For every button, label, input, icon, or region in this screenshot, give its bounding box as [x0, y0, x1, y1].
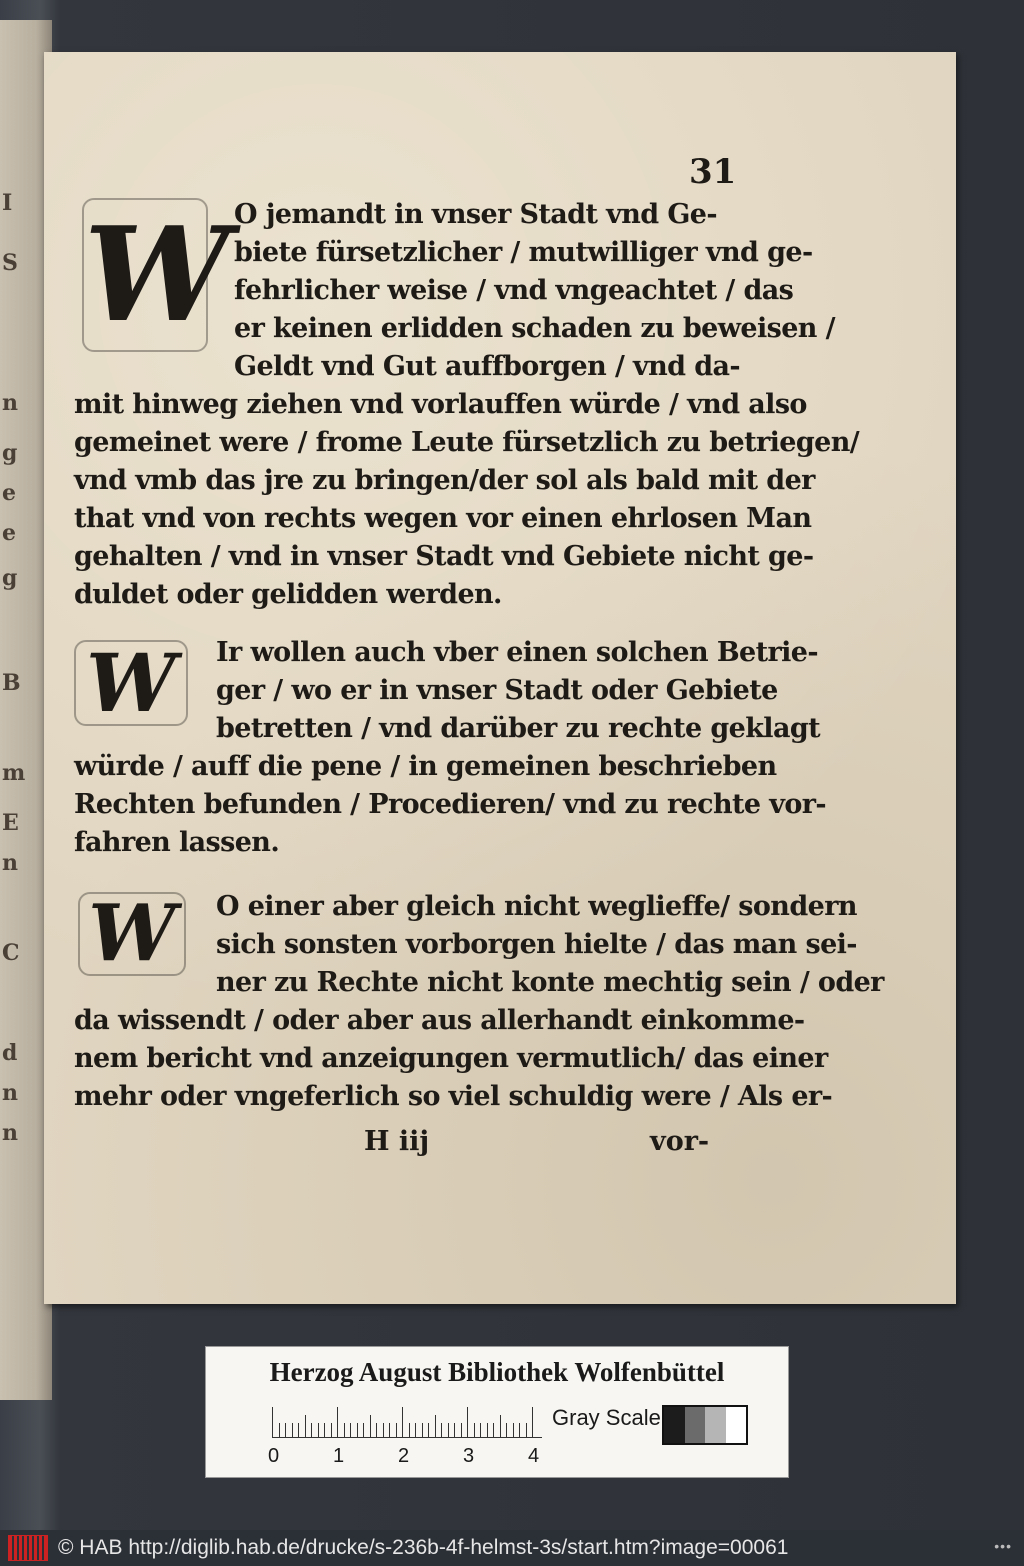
ruler-tick — [383, 1423, 384, 1437]
ruler-tick — [402, 1407, 403, 1437]
ruler-tick — [285, 1423, 286, 1437]
ruler-number: 3 — [463, 1445, 475, 1467]
text-line: da wissendt / oder aber aus allerhandt einkomme- — [74, 1005, 805, 1036]
gray-scale-label: Gray Scale — [552, 1405, 661, 1430]
ruler-tick — [513, 1423, 514, 1437]
ruler-tick — [337, 1407, 338, 1437]
ruler-tick — [519, 1423, 520, 1437]
more-options-icon[interactable]: ••• — [994, 1538, 1012, 1554]
ruler-tick — [363, 1423, 364, 1437]
edge-glyph: e — [2, 520, 15, 546]
paragraph-1 — [74, 196, 860, 614]
ruler-tick — [428, 1423, 429, 1437]
measurement-ruler — [272, 1407, 542, 1438]
ruler-number: 1 — [333, 1445, 345, 1467]
text-line: fehrlicher weise / vnd vngeachtet / das — [234, 275, 794, 306]
ruler-tick — [396, 1423, 397, 1437]
text-line: vnd vmb das jre zu bringen/der sol als bald mit der — [74, 465, 815, 496]
ruler-number: 0 — [268, 1445, 280, 1467]
ruler-tick — [480, 1423, 481, 1437]
decorated-initial: W — [84, 198, 230, 351]
edge-glyph: g — [2, 565, 17, 591]
text-line: ger / wo er in vnser Stadt oder Gebiete — [216, 675, 778, 706]
ruler-tick — [526, 1423, 527, 1437]
text-line: O einer aber gleich nicht weglieffe/ sondern — [216, 891, 857, 922]
text-line: that vnd von rechts wegen vor einen ehrlosen Man — [74, 503, 812, 534]
library-name: Herzog August Bibliothek Wolfenbüttel — [269, 1357, 725, 1387]
ruler-tick — [493, 1423, 494, 1437]
ruler-tick — [487, 1423, 488, 1437]
page-number: 31 — [689, 152, 737, 192]
ruler-tick — [272, 1407, 273, 1437]
ruler-tick — [448, 1423, 449, 1437]
text-line: Rechten befunden / Procedieren/ vnd zu rechte vor- — [74, 789, 827, 820]
gray-scale-swatches — [662, 1405, 748, 1445]
edge-glyph: n — [2, 390, 17, 416]
ruler-tick — [422, 1423, 423, 1437]
text-line: betretten / vnd darüber zu rechte geklagt — [216, 713, 821, 744]
ruler-tick — [370, 1415, 371, 1437]
text-line: gemeinet were / frome Leute fürsetzlich zu betriegen/ — [74, 427, 860, 458]
signature-mark: H iij — [364, 1126, 430, 1157]
ruler-tick — [441, 1423, 442, 1437]
edge-glyph: B — [2, 670, 20, 696]
text-line: Ir wollen auch vber einen solchen Betrie- — [216, 637, 818, 668]
ruler-tick — [532, 1407, 533, 1437]
edge-glyph: I — [2, 190, 12, 216]
edge-glyph: C — [2, 940, 19, 966]
paragraph-3 — [74, 888, 884, 1116]
ruler-tick — [344, 1423, 345, 1437]
ruler-tick — [324, 1423, 325, 1437]
text-line: gehalten / vnd in vnser Stadt vnd Gebiete nicht ge- — [74, 541, 814, 572]
text-line: mehr oder vngeferlich so viel schuldig were / Als er- — [74, 1081, 833, 1112]
ruler-tick — [357, 1423, 358, 1437]
text-line: O jemandt in vnser Stadt vnd Ge- — [234, 199, 717, 230]
ruler-tick — [292, 1423, 293, 1437]
ruler-tick — [415, 1423, 416, 1437]
ruler-tick — [467, 1407, 468, 1437]
ruler-tick — [311, 1423, 312, 1437]
decorated-initial: W — [78, 892, 186, 976]
ruler-tick — [506, 1423, 507, 1437]
edge-glyph: n — [2, 1080, 17, 1106]
text-line: duldet oder gelidden werden. — [74, 579, 502, 610]
text-line: fahren lassen. — [74, 827, 280, 858]
color-reference-card — [205, 1346, 789, 1478]
ruler-tick — [389, 1423, 390, 1437]
ruler-tick — [474, 1423, 475, 1437]
edge-glyph: S — [2, 250, 17, 276]
text-line: ner zu Rechte nicht konte mechtig sein / oder — [216, 967, 884, 998]
ruler-tick — [279, 1423, 280, 1437]
edge-glyph: m — [2, 760, 25, 786]
paragraph-2 — [74, 634, 827, 862]
ruler-tick — [376, 1423, 377, 1437]
gray-swatch — [664, 1407, 685, 1443]
edge-glyph: d — [2, 1040, 17, 1066]
ruler-tick — [454, 1423, 455, 1437]
edge-glyph: n — [2, 1120, 17, 1146]
viewer-footer — [0, 1530, 1024, 1566]
edge-glyph: e — [2, 480, 15, 506]
catchword: vor- — [650, 1126, 710, 1157]
edge-glyph: n — [2, 850, 17, 876]
barcode-icon — [8, 1535, 48, 1561]
ruler-tick — [409, 1423, 410, 1437]
text-line: mit hinweg ziehen vnd vorlauffen würde / vnd also — [74, 389, 807, 420]
edge-glyph: g — [2, 440, 17, 466]
ruler-tick — [318, 1423, 319, 1437]
copyright-url[interactable]: © HAB http://diglib.hab.de/drucke/s-236b-4f-helmst-3s/start.htm?image=00061 — [58, 1536, 789, 1559]
text-line: sich sonsten vorborgen hielte / das man sei- — [216, 929, 857, 960]
gray-swatch — [685, 1407, 706, 1443]
edge-glyph: E — [2, 810, 18, 836]
text-line: er keinen erlidden schaden zu beweisen / — [234, 313, 835, 344]
text-line: biete fürsetzlicher / mutwilliger vnd ge- — [234, 237, 813, 268]
ruler-number: 4 — [528, 1445, 540, 1467]
gray-swatch — [726, 1407, 747, 1443]
text-line: Geldt vnd Gut auffborgen / vnd da- — [234, 351, 740, 382]
decorated-initial: W — [74, 640, 188, 726]
ruler-tick — [305, 1415, 306, 1437]
book-page — [44, 52, 956, 1304]
ruler-number: 2 — [398, 1445, 410, 1467]
ruler-tick — [350, 1423, 351, 1437]
text-line: nem bericht vnd anzeigungen vermutlich/ das einer — [74, 1043, 828, 1074]
page-footer-line — [44, 1126, 956, 1166]
ruler-tick — [461, 1423, 462, 1437]
text-line: würde / auff die pene / in gemeinen beschrieben — [74, 751, 777, 782]
gray-swatch — [705, 1407, 726, 1443]
ruler-tick — [435, 1415, 436, 1437]
ruler-tick — [331, 1423, 332, 1437]
ruler-tick — [500, 1415, 501, 1437]
ruler-tick — [298, 1423, 299, 1437]
